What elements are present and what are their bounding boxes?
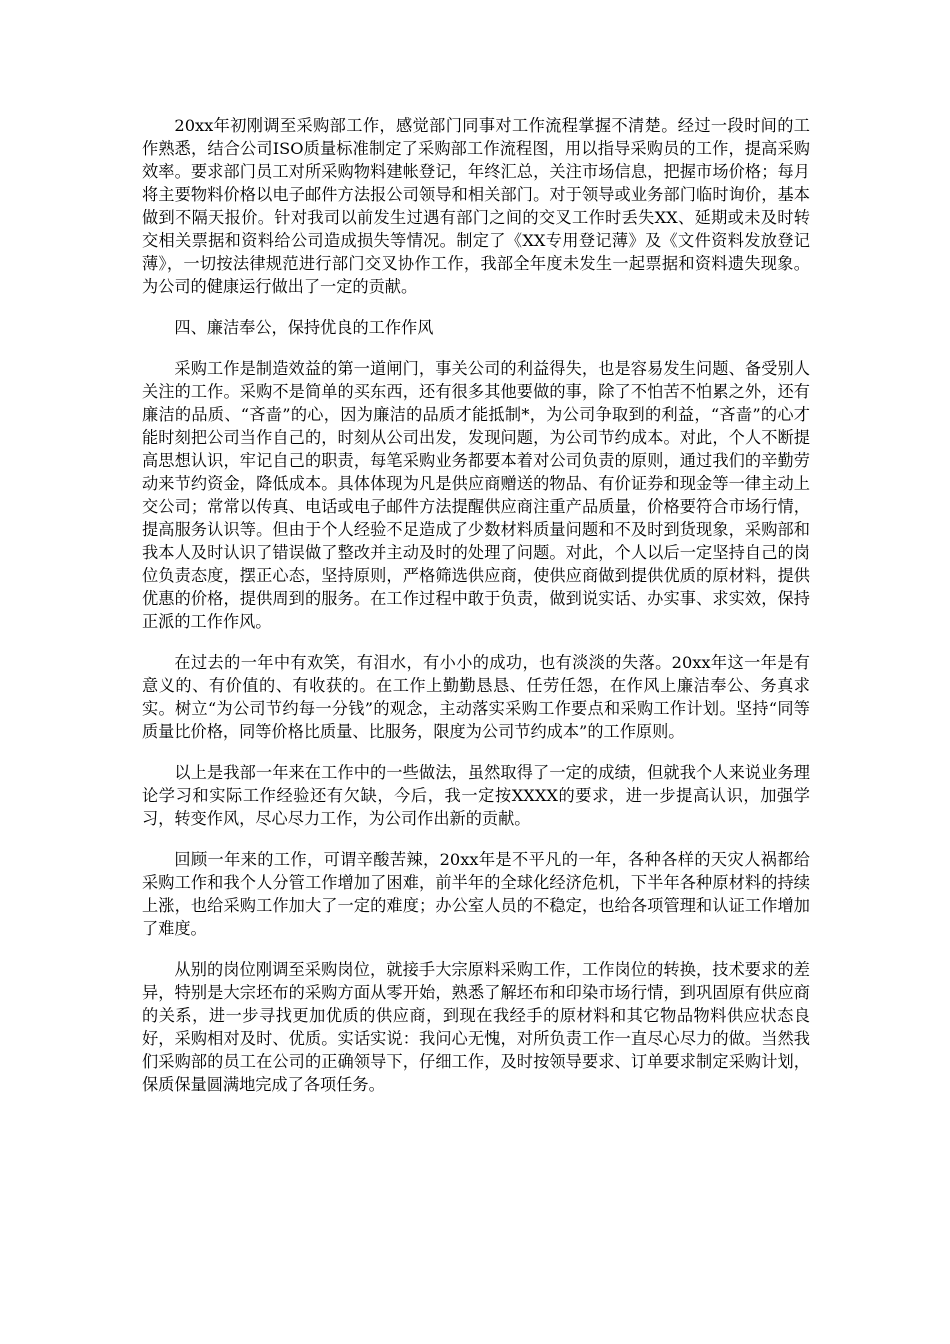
section-heading-4: 四、廉洁奉公，保持优良的工作作风 (174, 318, 434, 337)
paragraph-5: 回顾一年来的工作，可谓辛酸苦辣，20xx年是不平凡的一年，各种各样的天灾人祸都给采购工作和我个人分管工作增加了困难，前半年的全球化经济危机，下半年各种原材料的持续上涨，也给采购工作加大了一定的难度；办公室人员的不稳定，也给各项管理和认证工作增加了难度。 (142, 850, 810, 938)
paragraph-1: 20xx年初刚调至采购部工作，感觉部门同事对工作流程掌握不清楚。经过一段时间的工作熟悉，结合公司ISO质量标准制定了采购部工作流程图，用以指导采购员的工作，提高采购效率。要求部门员工对所采购物料建帐登记，年终汇总，关注市场信息，把握市场价格；每月将主要物料价格以电子邮件方法报公司领导和相关部门。对于领导或业务部门临时询价，基本做到不隔天报价。针对我司以前发生过遇有部门之间的交叉工作时丢失XX、延期或未及时转交相关票据和资料给公司造成损失等情况。制定了《XX专用登记薄》及《文件资料发放登记薄》，一切按法律规范进行部门交叉协作工作，我部全年度未发生一起票据和资料遗失现象。为公司的健康运行做出了一定的贡献。 (142, 116, 810, 296)
paragraph-3: 在过去的一年中有欢笑，有泪水，有小小的成功，也有淡淡的失落。20xx年这一年是有意义的、有价值的、有收获的。在工作上勤勤恳恳、任劳任怨，在作风上廉洁奉公、务真求实。树立“为公司节约每一分钱”的观念，主动落实采购工作要点和采购工作计划。坚持“同等质量比价格，同等价格比质量、比服务，限度为公司节约成本”的工作原则。 (142, 653, 810, 741)
paragraph-2: 采购工作是制造效益的第一道闸门，事关公司的利益得失，也是容易发生问题、备受别人关注的工作。采购不是简单的买东西，还有很多其他要做的事，除了不怕苦不怕累之外，还有廉洁的品质、“吝啬”的心，因为廉洁的品质才能抵制*，为公司争取到的利益，“吝啬”的心才能时刻把公司当作自己的，时刻从公司出发，发现问题，为公司节约成本。对此，个人不断提高思想认识，牢记自己的职责，每笔采购业务都要本着对公司负责的原则，通过我们的辛勤劳动来节约资金，降低成本。具体体现为凡是供应商赠送的物品、有价证券和现金等一律主动上交公司；常常以传真、电话或电子邮件方法提醒供应商注重产品质量，价格要符合市场行情，提高服务认识等。但由于个人经验不足造成了少数材料质量问题和不及时到货现象，采购部和我本人及时认识了错误做了整改并主动及时的处理了问题。对此，个人以后一定坚持自己的岗位负责态度，摆正心态，坚持原则，严格筛选供应商，使供应商做到提供优质的原材料，提供优惠的价格，提供周到的服务。在工作过程中敢于负责，做到说实话、办实事、求实效，保持正派的工作作风。 (142, 359, 810, 631)
paragraph-6: 从别的岗位刚调至采购岗位，就接手大宗原料采购工作，工作岗位的转换，技术要求的差异，特别是大宗坯布的采购方面从零开始，熟悉了解坯布和印染市场行情，到巩固原有供应商的关系，进一步寻找更加优质的供应商，到现在我经手的原材料和其它物品物料供应状态良好，采购相对及时、优质。实话实说：我问心无愧，对所负责工作一直尽心尽力的做。当然我们采购部的员工在公司的正确领导下，仔细工作，及时按领导要求、订单要求制定采购计划，保质保量圆满地完成了各项任务。 (142, 960, 810, 1094)
document-body (142, 114, 810, 1114)
paragraph-4: 以上是我部一年来在工作中的一些做法，虽然取得了一定的成绩，但就我个人来说业务理论学习和实际工作经验还有欠缺，今后，我一定按XXXX的要求，进一步提高认识，加强学习，转变作风，尽心尽力工作，为公司作出新的贡献。 (142, 763, 810, 828)
